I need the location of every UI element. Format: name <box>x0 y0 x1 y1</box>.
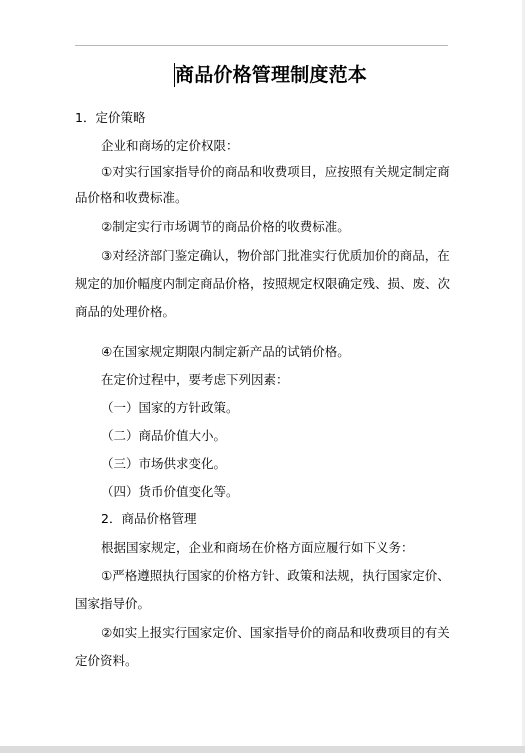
header-divider <box>75 45 448 46</box>
paragraph-line: 商品的处理价格。 <box>75 304 176 319</box>
paragraph-line: ①对实行国家指导价的商品和收费项目，应按照有关规定制定商 <box>101 164 450 179</box>
list-item: （三）市场供求变化。 <box>101 456 227 471</box>
list-item: （四）货币价值变化等。 <box>101 484 239 499</box>
section-heading-pricing-strategy: 1．定价策略 <box>75 110 146 125</box>
list-item: （一）国家的方针政策。 <box>101 400 239 415</box>
list-item: （二）商品价值大小。 <box>101 428 227 443</box>
paragraph-line: ④在国家规定期限内制定新产品的试销价格。 <box>101 344 350 359</box>
paragraph-line: ③对经济部门鉴定确认，物价部门批准实行优质加价的商品，在 <box>101 248 450 263</box>
paragraph-line: 在定价过程中，要考虑下列因素： <box>101 372 289 387</box>
paragraph-line: 根据国家规定，企业和商场在价格方面应履行如下义务： <box>101 540 414 555</box>
paragraph-line: ②如实上报实行国家定价、国家指导价的商品和收费项目的有关 <box>101 625 450 640</box>
section-heading-price-management: 2．商品价格管理 <box>101 511 197 526</box>
paragraph-line: 企业和商场的定价权限： <box>101 138 239 153</box>
paragraph-line: ②制定实行市场调节的商品价格的收费标准。 <box>101 219 350 234</box>
bottom-scroll-edge <box>0 746 525 753</box>
paragraph-line: 国家指导价。 <box>75 596 151 611</box>
paragraph-line: 品价格和收费标准。 <box>75 190 188 205</box>
paragraph-line: 定价资料。 <box>75 653 138 668</box>
document-title: 商品价格管理制度范本 <box>175 64 368 86</box>
paragraph-line: ①严格遵照执行国家的价格方针、政策和法规，执行国家定价、 <box>101 568 450 583</box>
paragraph-line: 规定的加价幅度内制定商品价格，按照规定权限确定残、损、废、次 <box>75 276 451 291</box>
